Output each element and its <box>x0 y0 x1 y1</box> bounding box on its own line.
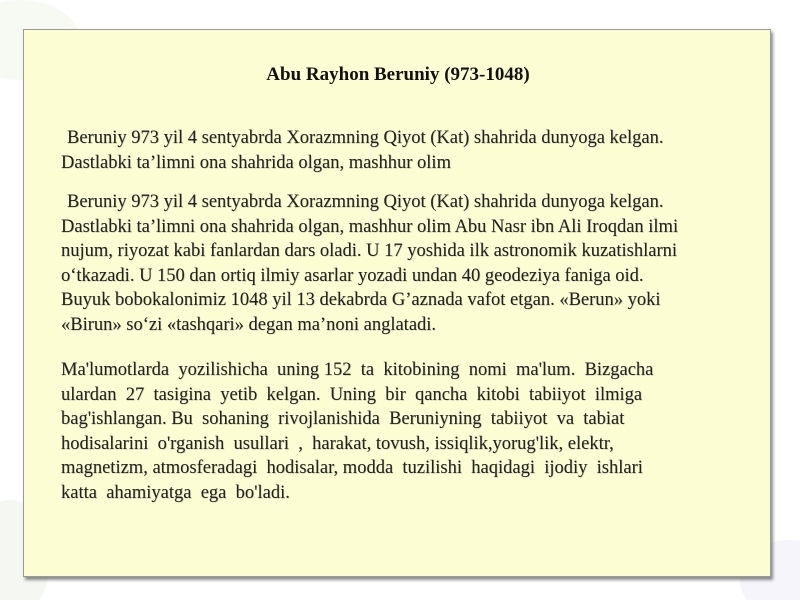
text-line: katta ahamiyatga ega bo'ladi. <box>61 482 290 503</box>
text-line: magnetizm, atmosferadagi hodisalar, modda tuzilishi haqidagi ijodiy ishlari <box>61 458 643 478</box>
text-line: «Birun» so‘zi «tashqari» degan ma’noni anglatadi. <box>61 314 437 335</box>
text-line: Buyuk bobokalonimiz 1048 yil 13 dekabrda G’aznada vafot etgan. «Berun» yoki <box>61 290 661 310</box>
text-line: bag'ishlangan. Bu sohaning rivojlanishida Beruniyning tabiiyot va tabiat <box>61 409 625 429</box>
paragraph-biography <box>61 190 771 337</box>
paragraph-works <box>61 358 767 505</box>
content-card <box>23 29 771 577</box>
text-line: o‘tkazadi. U 150 dan ortiq ilmiy asarlar yozadi undan 40 geodeziya faniga oid. <box>61 265 644 286</box>
page-title: Abu Rayhon Beruniy (973-1048) <box>266 64 530 85</box>
paragraph-intro <box>61 126 771 175</box>
text-line: ulardan 27 tasigina yetib kelgan. Uning bir qancha kitobi tabiiyot ilmiga <box>61 384 643 405</box>
text-line: Dastlabki ta’limni ona shahrida olgan, mashhur olim <box>61 152 451 173</box>
text-line: Beruniy 973 yil 4 sentyabrda Xorazmning Qiyot (Kat) shahrida dunyoga kelgan. <box>67 192 664 212</box>
text-line: hodisalarini o'rganish usullari , harakat, tovush, issiqlik,yorug'lik, elektr, <box>61 433 614 454</box>
text-line: Dastlabki ta’limni ona shahrida olgan, mashhur olim Abu Nasr ibn Ali Iroqdan ilmi <box>61 216 679 237</box>
text-line: Ma'lumotlarda yozilishicha uning 152 ta kitobining nomi ma'lum. Bizgacha <box>61 360 654 380</box>
text-line: Beruniy 973 yil 4 sentyabrda Xorazmning Qiyot (Kat) shahrida dunyoga kelgan. <box>67 128 664 148</box>
text-line: nujum, riyozat kabi fanlardan dars oladi. U 17 yoshida ilk astronomik kuzatishlarni <box>61 241 678 261</box>
